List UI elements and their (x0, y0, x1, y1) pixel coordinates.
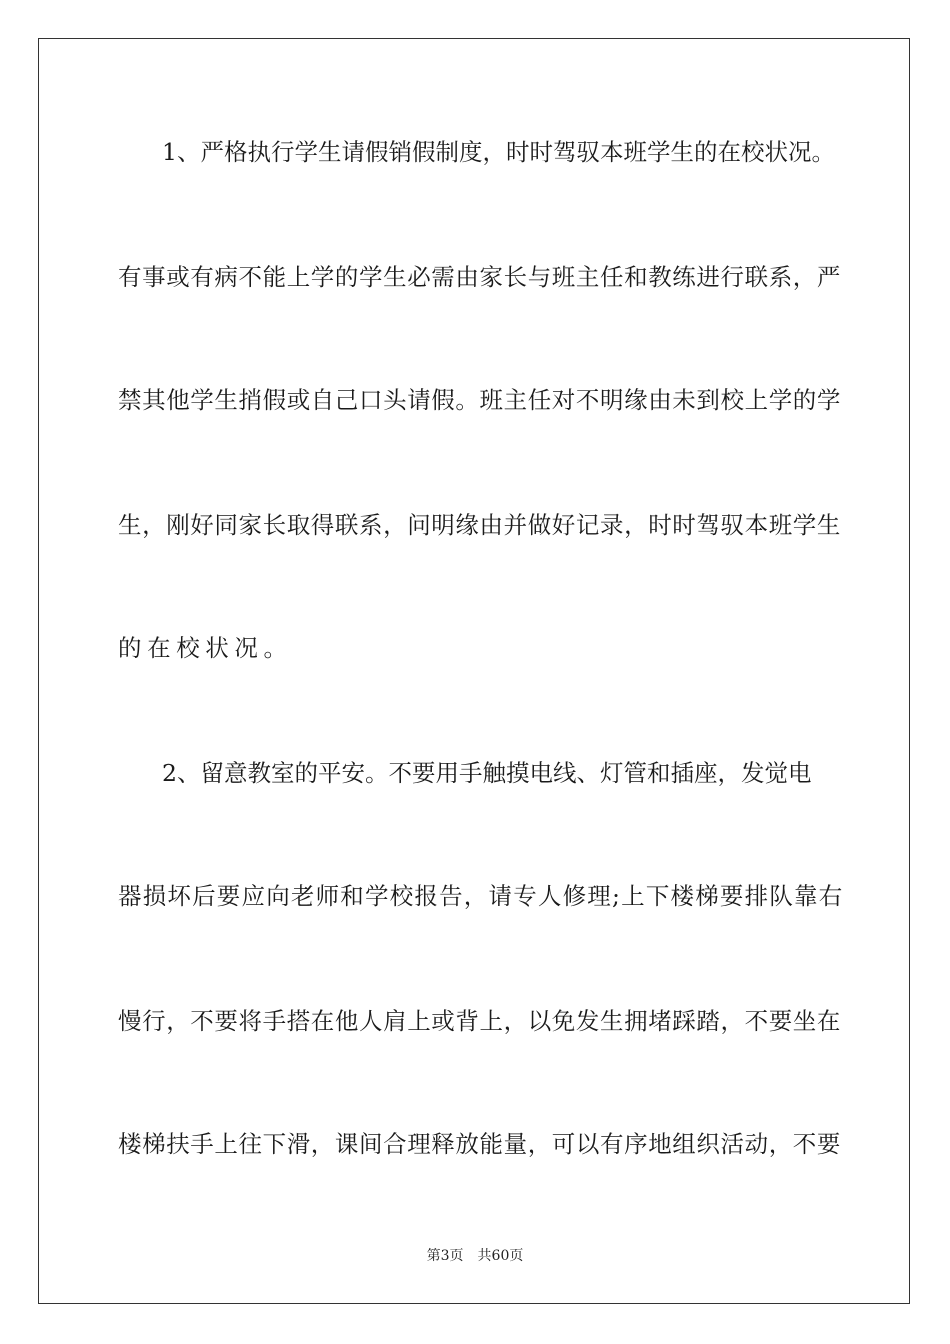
page-total: 共60页 (477, 1248, 524, 1264)
paragraph-2-line-2: 器损坏后要应向老师和学校报告，请专人修理;上下楼梯要排队靠右 (118, 882, 844, 910)
page-border (38, 38, 910, 1304)
paragraph-2-line-4: 楼梯扶手上往下滑，课间合理释放能量，可以有序地组织活动，不要 (118, 1130, 841, 1158)
paragraph-2-line-1: 2、留意教室的平安。不要用手触摸电线、灯管和插座，发觉电 (162, 759, 812, 787)
paragraph-1-line-4: 生，刚好同家长取得联系，问明缘由并做好记录，时时驾驭本班学生 (118, 511, 841, 539)
page-footer (0, 1246, 950, 1266)
paragraph-1-line-1: 1、严格执行学生请假销假制度，时时驾驭本班学生的在校状况。 (162, 138, 835, 166)
page-number: 第3页 (426, 1248, 464, 1264)
paragraph-1-line-5: 的在校状况。 (118, 634, 293, 662)
paragraph-1-line-2: 有事或有病不能上学的学生必需由家长与班主任和教练进行联系，严 (118, 263, 841, 291)
paragraph-2-line-3: 慢行，不要将手搭在他人肩上或背上，以免发生拥堵踩踏，不要坐在 (118, 1007, 841, 1035)
paragraph-1-line-3: 禁其他学生捎假或自己口头请假。班主任对不明缘由未到校上学的学 (118, 386, 841, 414)
